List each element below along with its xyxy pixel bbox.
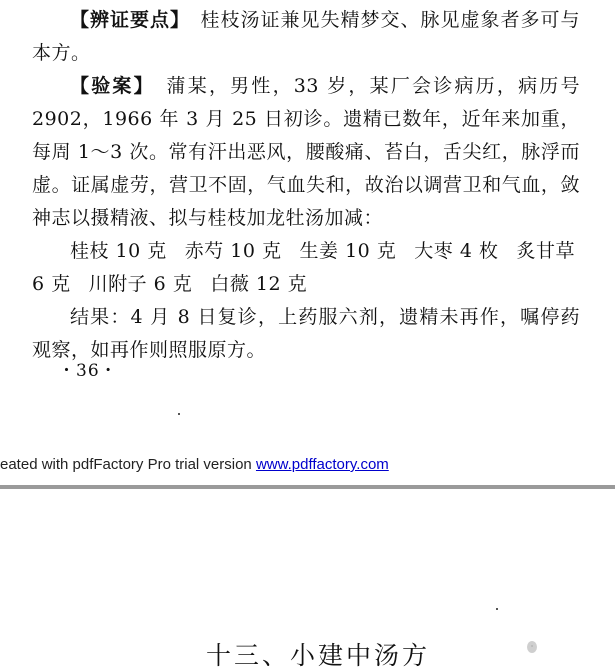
key-points-heading: 【辨证要点】	[70, 9, 181, 31]
watermark-link[interactable]: www.pdffactory.com	[255, 456, 389, 473]
body-text	[32, 4, 580, 367]
result-text: 结果：4 月 8 日复诊，上药服六剂，遗精未再作，嘱停药观察，如再作则照服原方。	[32, 306, 580, 361]
prescription-list	[32, 235, 580, 301]
key-points-text: 桂枝汤证兼见失精梦交、脉见虚象者多可与本方。	[32, 9, 580, 64]
herb-item: 赤芍 10 克	[184, 240, 282, 262]
herb-item: 川附子 6 克	[88, 273, 193, 295]
page-divider	[0, 485, 615, 489]
case-text: 蒲某，男性，33 岁，某厂会诊病历，病历号 2902，1966 年 3 月 25 日初诊。遗精已数年，近年来加重，每周 1～3 次。常有汗出恶风，腰酸痛、苔白，舌尖红，脉浮而虚。证属虚劳，营卫不固，气血失和，故治以调营卫和气血，敛神志以摄精液、拟与桂枝加龙牡汤加减：	[32, 75, 580, 229]
herb-item: 桂枝 10 克	[70, 240, 167, 262]
herb-item: 炙甘草 6 克	[32, 240, 575, 295]
chapter-title: 十三、小建中汤方	[206, 641, 431, 670]
herb-item: 大枣 4 枚	[414, 240, 499, 262]
key-points-paragraph	[32, 4, 580, 70]
herb-item: 生姜 10 克	[299, 240, 397, 262]
scan-speck	[496, 608, 498, 610]
pdf-watermark	[0, 456, 389, 473]
scan-speck	[178, 413, 180, 415]
page-number: ・36・	[58, 361, 118, 381]
watermark-text: eated with pdfFactory Pro trial version	[0, 456, 256, 473]
case-paragraph	[32, 70, 580, 235]
case-heading: 【验案】	[70, 75, 146, 97]
herb-item: 白薇 12 克	[210, 273, 308, 295]
scan-mark-icon: ·	[527, 641, 537, 653]
